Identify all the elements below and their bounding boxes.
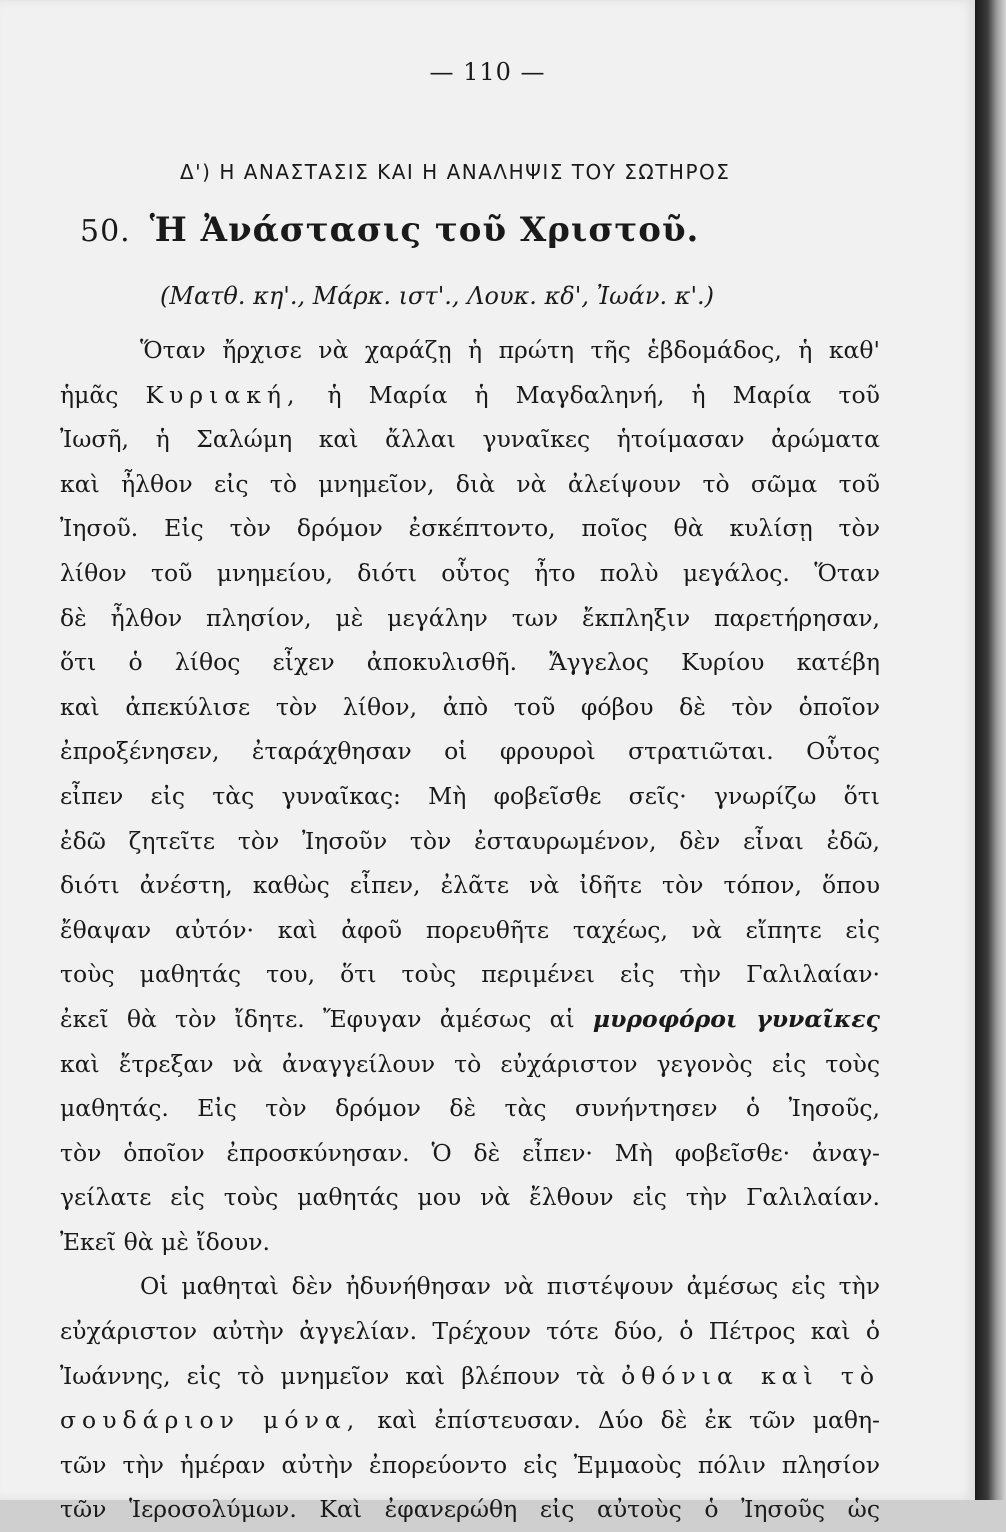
text-span: ἡ Μαρία ἡ Μαγδαληνή, ἡ Μαρία τοῦ <box>327 380 880 409</box>
text-line: εἶπεν εἰς τὰς γυναῖκας: Μὴ φοβεῖσθε σεῖς· γνωρίζω ὅτι <box>60 781 880 810</box>
spaced-word: Κυριακή, <box>145 380 301 409</box>
text-line <box>60 997 880 1042</box>
book-spine-edge <box>975 0 1006 1500</box>
spaced-phrase: σουδάριον μόνα, <box>60 1406 361 1435</box>
text-line: καὶ ἀπεκύλισε τὸν λίθον, ἀπὸ τοῦ φόβου δὲ τὸν ὁποῖον <box>60 692 880 721</box>
text-line: ἔθαψαν αὐτόν· καὶ ἀφοῦ πορευθῆτε ταχέως, νὰ εἴπητε εἰς <box>60 915 880 944</box>
body-text <box>60 328 880 1532</box>
text-span: καὶ ἐπίστευσαν. Δύο δὲ ἐκ τῶν μαθη- <box>377 1406 880 1435</box>
text-line: τὸν ὁποῖον ἐπροσκύνησαν. Ὁ δὲ εἶπεν· Μὴ φοβεῖσθε· ἀναγ- <box>60 1138 880 1167</box>
text-span: ἡμᾶς <box>60 380 119 409</box>
text-line <box>60 1398 880 1443</box>
text-span: ἐκεῖ θὰ τὸν ἴδητε. Ἔφυγαν ἀμέσως αἱ <box>60 1004 575 1033</box>
text-line: Ἐκεῖ θὰ μὲ ἴδουν. <box>60 1227 270 1256</box>
text-span: Ἰωάννης, εἰς τὸ μνημεῖον καὶ βλέπουν τὰ <box>60 1361 605 1390</box>
text-line: ἐπροξένησεν, ἐταράχθησαν οἱ φρουροὶ στρατιῶται. Οὗτος <box>60 737 880 766</box>
paragraph-2 <box>60 1264 880 1532</box>
text-line: εὐχάριστον αὐτὴν ἀγγελίαν. Τρέχουν τότε δύο, ὁ Πέτρος καὶ ὁ <box>60 1317 880 1346</box>
paragraph-1 <box>60 328 880 1264</box>
spaced-phrase: ὀθόνια καὶ τὸ <box>621 1361 880 1390</box>
chapter-number: 50. <box>80 214 131 249</box>
text-line: καὶ ἔτρεξαν νὰ ἀναγγείλουν τὸ εὐχάριστον γεγονὸς εἰς τοὺς <box>60 1049 880 1078</box>
text-line: λίθον τοῦ μνημείου, διότι οὗτος ἦτο πολὺ μεγάλος. Ὅταν <box>60 558 880 587</box>
text-line: τῶν Ἱεροσολύμων. Καὶ ἐφανερώθη εἰς αὐτοὺς ὁ Ἰησοῦς ὡς <box>60 1495 880 1524</box>
text-line <box>60 373 880 418</box>
text-line <box>60 1354 880 1399</box>
text-line: Οἱ μαθηταὶ δὲν ἠδυνήθησαν νὰ πιστέψουν ἀμέσως εἰς τὴν <box>140 1272 880 1301</box>
section-heading: Δ') Η ΑΝΑΣΤΑΣΙΣ ΚΑΙ Η ΑΝΑΛΗΨΙΣ ΤΟΥ ΣΩΤΗΡΟΣ <box>180 160 731 184</box>
emphasized-phrase: μυροφόροι γυναῖκες <box>592 1004 880 1033</box>
text-line: Ἰωσῆ, ἡ Σαλώμη καὶ ἄλλαι γυναῖκες ἡτοίμασαν ἀρώματα <box>60 425 880 454</box>
chapter-heading <box>80 210 699 250</box>
page-number: — 110 — <box>429 58 546 86</box>
text-line: τοὺς μαθητάς του, ὅτι τοὺς περιμένει εἰς τὴν Γαλιλαίαν· <box>60 960 880 989</box>
text-line: μαθητάς. Εἰς τὸν δρόμον δὲ τὰς συνήντησεν ὁ Ἰησοῦς, <box>60 1094 880 1123</box>
text-line: ὅτι ὁ λίθος εἶχεν ἀποκυλισθῆ. Ἄγγελος Κυρίου κατέβη <box>60 648 880 677</box>
text-line: ἐδῶ ζητεῖτε τὸν Ἰησοῦν τὸν ἐσταυρωμένον, δὲν εἶναι ἐδῶ, <box>60 826 880 855</box>
text-line: τῶν τὴν ἡμέραν αὐτὴν ἐπορεύοντο εἰς Ἐμμαοὺς πόλιν πλησίον <box>60 1450 880 1479</box>
text-line: Ἰησοῦ. Εἰς τὸν δρόμον ἐσκέπτοντο, ποῖος θὰ κυλίσῃ τὸν <box>60 514 880 543</box>
text-line: διότι ἀνέστη, καθὼς εἶπεν, ἐλᾶτε νὰ ἰδῆτε τὸν τόπον, ὅπου <box>60 871 880 900</box>
text-line: δὲ ἦλθον πλησίον, μὲ μεγάλην των ἔκπληξιν παρετήρησαν, <box>60 603 880 632</box>
text-line: γείλατε εἰς τοὺς μαθητάς μου νὰ ἔλθουν εἰς τὴν Γαλιλαίαν. <box>60 1183 880 1212</box>
text-line: Ὅταν ἤρχισε νὰ χαράζῃ ἡ πρώτη τῆς ἑβδομάδος, ἡ καθ' <box>140 336 880 364</box>
scripture-references: (Ματθ. κη'., Μάρκ. ιστ'., Λουκ. κδ', Ἰωάν. κ'.) <box>160 282 715 310</box>
text-line: καὶ ἦλθον εἰς τὸ μνημεῖον, διὰ νὰ ἀλείψουν τὸ σῶμα τοῦ <box>60 469 880 498</box>
chapter-title: Ἡ Ἀνάστασις τοῦ Χριστοῦ. <box>149 210 700 250</box>
